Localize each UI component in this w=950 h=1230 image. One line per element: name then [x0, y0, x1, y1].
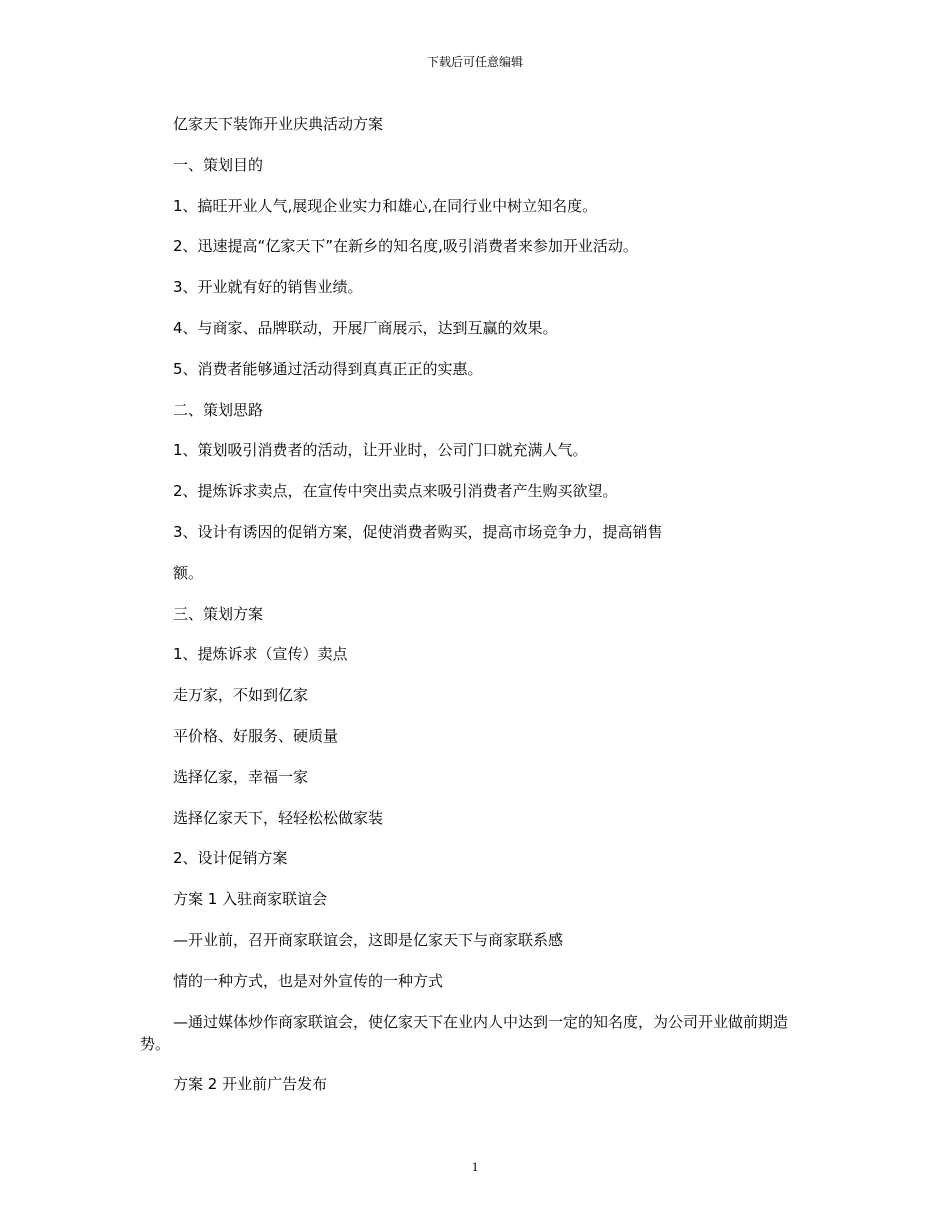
- slogan: 选择亿家，幸福一家: [173, 767, 309, 786]
- slogan: 平价格、好服务、硬质量: [173, 726, 339, 745]
- paragraph: 4、与商家、品牌联动，开展厂商展示，达到互赢的效果。: [173, 318, 558, 337]
- paragraph: 1、搞旺开业人气,展现企业实力和雄心,在同行业中树立知名度。: [173, 196, 598, 215]
- section-heading: 三、策划方案: [173, 604, 264, 623]
- plan-heading: 方案 1 入驻商家联谊会: [173, 890, 328, 909]
- slogan: 走万家，不如到亿家: [173, 686, 309, 705]
- section-heading: 一、策划目的: [173, 155, 264, 174]
- document-title: 亿家天下装饰开业庆典活动方案: [173, 115, 384, 133]
- paragraph: 2、提炼诉求卖点，在宣传中突出卖点来吸引消费者产生购买欲望。: [173, 482, 618, 501]
- paragraph: 2、设计促销方案: [173, 849, 288, 868]
- document-body: [140, 113, 813, 1114]
- paragraph: 1、策划吸引消费者的活动，让开业时，公司门口就充满人气。: [173, 441, 588, 460]
- slogan: 选择亿家天下，轻轻松松做家装: [173, 808, 384, 827]
- paragraph: 5、消费者能够通过活动得到真真正正的实惠。: [173, 359, 483, 378]
- paragraph: —通过媒体炒作商家联谊会，使亿家天下在业内人中达到一定的知名度，为公司开业做前期造势。: [140, 1012, 789, 1053]
- paragraph: 2、迅速提高“亿家天下”在新乡的知名度,吸引消费者来参加开业活动。: [173, 237, 638, 256]
- section-heading: 二、策划思路: [173, 400, 264, 419]
- paragraph: 3、开业就有好的销售业绩。: [173, 278, 363, 297]
- paragraph: 情的一种方式，也是对外宣传的一种方式: [173, 971, 444, 990]
- page-header: 下载后可任意编辑: [426, 55, 523, 69]
- paragraph: —开业前，召开商家联谊会，这即是亿家天下与商家联系感: [173, 930, 564, 949]
- page-number: 1: [471, 1159, 479, 1174]
- paragraph: 额。: [173, 563, 204, 582]
- plan-heading: 方案 2 开业前广告发布: [173, 1075, 328, 1094]
- paragraph: 3、设计有诱因的促销方案，促使消费者购买，提高市场竞争力，提高销售: [173, 522, 663, 541]
- paragraph: 1、提炼诉求（宣传）卖点: [173, 645, 348, 664]
